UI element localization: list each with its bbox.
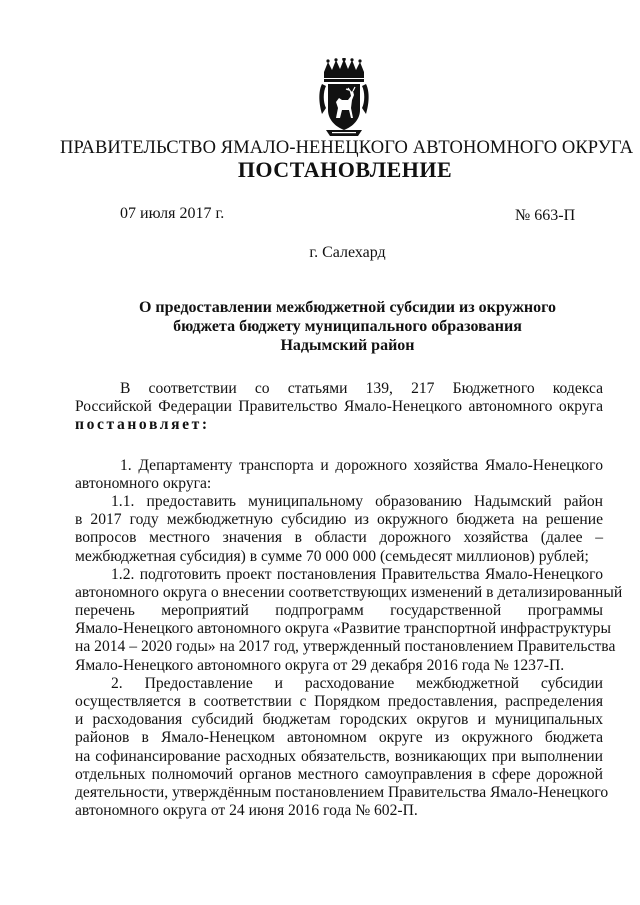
text-line: Российской Федерации Правительство Ямало-Ненецкого автономного округа [75,398,603,416]
text-line: на софинансирование расходных обязательств, возникающих при выполнении [75,747,603,765]
text-line: на 2014 – 2020 годы» на 2017 год, утвержденный постановлением Правительства [75,638,616,656]
text-line: 1.2. подготовить проект постановления Правительства Ямало-Ненецкого [111,565,603,583]
text-line: в 2017 году межбюджетную субсидию из окружного бюджета на решение [75,511,603,529]
text-line: вопросов местного значения в области дорожного хозяйства (далее – [75,529,603,547]
text-line: 2. Предоставление и расходование межбюджетной субсидии [111,674,603,692]
government-name: ПРАВИТЕЛЬСТВО ЯМАЛО-НЕНЕЦКОГО АВТОНОМНОГО ОКРУГА [60,138,634,158]
text-line: отдельных полномочий органов местного самоуправления в сфере дорожной [75,765,603,783]
document-title [60,298,635,355]
title-line: Надымский район [280,337,415,354]
title-line: бюджета бюджету муниципального образования [173,318,522,335]
paragraph-1-2 [75,565,623,675]
preamble-paragraph [75,380,603,435]
text-line: автономного округа о внесении соответствующих изменений в детализированный [75,583,623,601]
text-line: перечень мероприятий подпрограмм государственной программы [75,602,603,620]
document-type: ПОСТАНОВЛЕНИЕ [237,157,453,182]
resolves-keyword: постановляет: [75,416,210,434]
text-line: деятельности, утверждённым постановлением Правительства Ямало-Ненецкого [75,783,609,801]
paragraph-2 [75,674,609,821]
title-line: О предоставлении межбюджетной субсидии из окружного [138,299,556,316]
text-line: В соответствии со статьями 139, 217 Бюджетного кодекса [120,380,603,397]
document-date: 07 июля 2017 г. [120,205,225,222]
text-line: 1. Департаменту транспорта и дорожного хозяйства Ямало-Ненецкого [120,456,603,474]
text-line: 1.1. предоставить муниципальному образованию Надымский район [111,492,603,510]
text-line: районов в Ямало-Ненецком автономном округе из окружного бюджета [75,729,603,747]
coat-of-arms-emblem [318,58,370,138]
text-line: Ямало-Ненецкого автономного округа «Развитие транспортной инфраструктуры [75,620,611,638]
paragraph-1 [75,457,603,493]
text-line: автономного округа: [75,474,212,492]
text-line: межбюджетная субсидия) в сумме 70 000 000 (семьдесят миллионов) рублей; [75,547,589,565]
document-city: г. Салехард [309,244,386,261]
text-line: осуществляется в соответствии с Порядком предоставления, распределения [75,693,603,710]
text-line: и расходования субсидий бюджетам городских округов и муниципальных [75,711,603,729]
text-line: Ямало-Ненецкого автономного округа от 29 декабря 2016 года № 1237-П. [75,656,565,674]
document-body [75,380,623,820]
text-line: автономного округа от 24 июня 2016 года № 602-П. [75,802,418,820]
document-number: № 663-П [515,207,576,224]
paragraph-1-1 [75,493,603,566]
